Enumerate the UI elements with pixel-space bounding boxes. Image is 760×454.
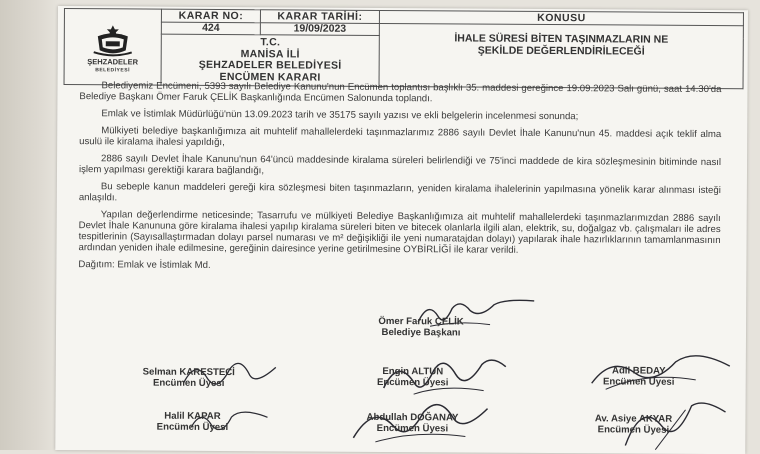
karar-tarihi-label: KARAR TARİHİ:: [260, 10, 379, 24]
signature-president: [326, 316, 516, 339]
konusu-line-1: İHALE SÜRESİ BİTEN TAŞINMAZLARIN NE: [454, 32, 669, 46]
signature-member-5: [327, 412, 497, 435]
karar-no-label: KARAR NO:: [161, 9, 260, 23]
karar-no-value: 424: [161, 22, 260, 35]
president-name: Ömer Faruk ÇELİK: [378, 315, 464, 328]
decision-body: [78, 80, 721, 280]
paragraph-tender: Mülkiyeti belediye başkanlığımıza ait muhtelif mahallelerdeki taşınmazlarımız 2886 sayılı Devlet İhale Kanunu'nun 45. maddesi açık teklif alma usulü ile kiralama ihalesi yapıldığı,: [79, 125, 722, 149]
konusu-label: KONUSU: [379, 10, 743, 25]
logo-name: ŞEHZADELER: [87, 56, 139, 66]
paragraph-law: 2886 sayılı Devlet İhale Kanunu'nun 64'üncü maddesinde kiralama süreleri belirlendiği ve 75'inci maddede de kira sözleşmesinin bitiminde nasıl işlem yapılması gerektiği karara bağlandığı,: [78, 153, 722, 177]
municipality-logo-icon: [90, 22, 136, 58]
institution-block: [161, 34, 379, 86]
paragraph-meeting: Belediyemiz Encümeni, 5393 sayılı Belediye Kanunu'nun Encümen toplantısı başlıklı 35. maddesi gereğince 19.09.2023 Salı günü, saat 14.30'da Belediye Başkanı Ömer Faruk ÇELİK Başkanlığında Encümen Salonunda toplandı.: [79, 80, 722, 105]
member-1-title: Encümen Üyesi: [152, 377, 225, 390]
president-title: Belediye Başkanı: [381, 326, 461, 339]
member-6-title: Encümen Üyesi: [597, 424, 670, 436]
decision-type-label: ENCÜMEN KARARI: [219, 70, 321, 84]
member-4-title: Encümen Üyesi: [156, 421, 229, 434]
logo-text: [69, 58, 157, 75]
member-3-name: Adil BEDAY: [611, 365, 666, 377]
konusu-line-2: ŞEKİLDE DEĞERLENDİRİLECEĞİ: [477, 44, 645, 58]
member-2-name: Engin ALTUN: [382, 365, 444, 378]
member-1-name: Selman KARESTECİ: [142, 366, 235, 379]
signature-member-6: [553, 413, 713, 436]
decision-document: [55, 6, 748, 454]
member-3-title: Encümen Üyesi: [602, 376, 675, 388]
paragraph-request: Bu sebeple kanun maddeleri gereği kira sözleşmesi biten taşınmazların, yeniden kiralama ihalelerinin yapılmasına yönelik karar alınması isteği anlaşıldı.: [78, 181, 721, 204]
konusu-text: [379, 23, 743, 88]
paragraph-decision: Yapılan değerlendirme neticesinde; Tasarrufu ve mülkiyeti Belediye Başkanlığımıza ait muhtelif mahallelerdeki taşınmazlarımızdan 2886 sayılı Devlet İhale Kanununa göre kiralama ihalesi yapılıp kiralama süreleri biten ve bitecek olanlarla ilgili alan, elektrik, su, doğalgaz vb. çalışmaları ile adres tespitlerinin (Sayısallaştırmadan dolayı parsel numarası ve m² değişikliği ile yeni numaratajdan dolayı) yapılarak ihale hazırlıklarının tamamlanmasının ardından yeniden ihale edilmesine, gereğinin dairesince yerine getirilmesine OYBİRLİĞİ ile karar verildi.: [78, 209, 721, 256]
member-2-title: Encümen Üyesi: [376, 376, 449, 389]
signature-member-3: [564, 365, 714, 388]
document-header: [64, 8, 744, 89]
municipality-label: ŞEHZADELER BELEDİYESİ: [198, 58, 342, 72]
signature-member-2: [338, 366, 488, 389]
signature-member-4: [117, 410, 267, 433]
member-5-title: Encümen Üyesi: [376, 422, 449, 435]
province-label: MANİSA İLİ: [240, 47, 300, 60]
member-5-name: Abdullah DOĞANAY: [366, 411, 459, 424]
paragraph-distribution: Dağıtım: Emlak ve İstimlak Md.: [78, 259, 211, 271]
paragraph-review: Emlak ve İstimlak Müdürlüğü'nün 13.09.2023 tarih ve 35175 sayılı yazısı ve ekli belgelerin incelenmesi sonunda;: [101, 108, 579, 123]
member-4-name: Halil KAPAR: [164, 410, 221, 423]
karar-tarihi-value: 19/09/2023: [260, 23, 379, 36]
background-edge: [0, 0, 58, 450]
signature-member-1: [114, 366, 264, 389]
logo-cell: [64, 9, 161, 86]
logo-sub: BELEDİYESİ: [95, 66, 130, 73]
member-6-name: Av. Asiye AKYAR: [594, 413, 673, 425]
tc-label: T.C.: [260, 36, 281, 49]
